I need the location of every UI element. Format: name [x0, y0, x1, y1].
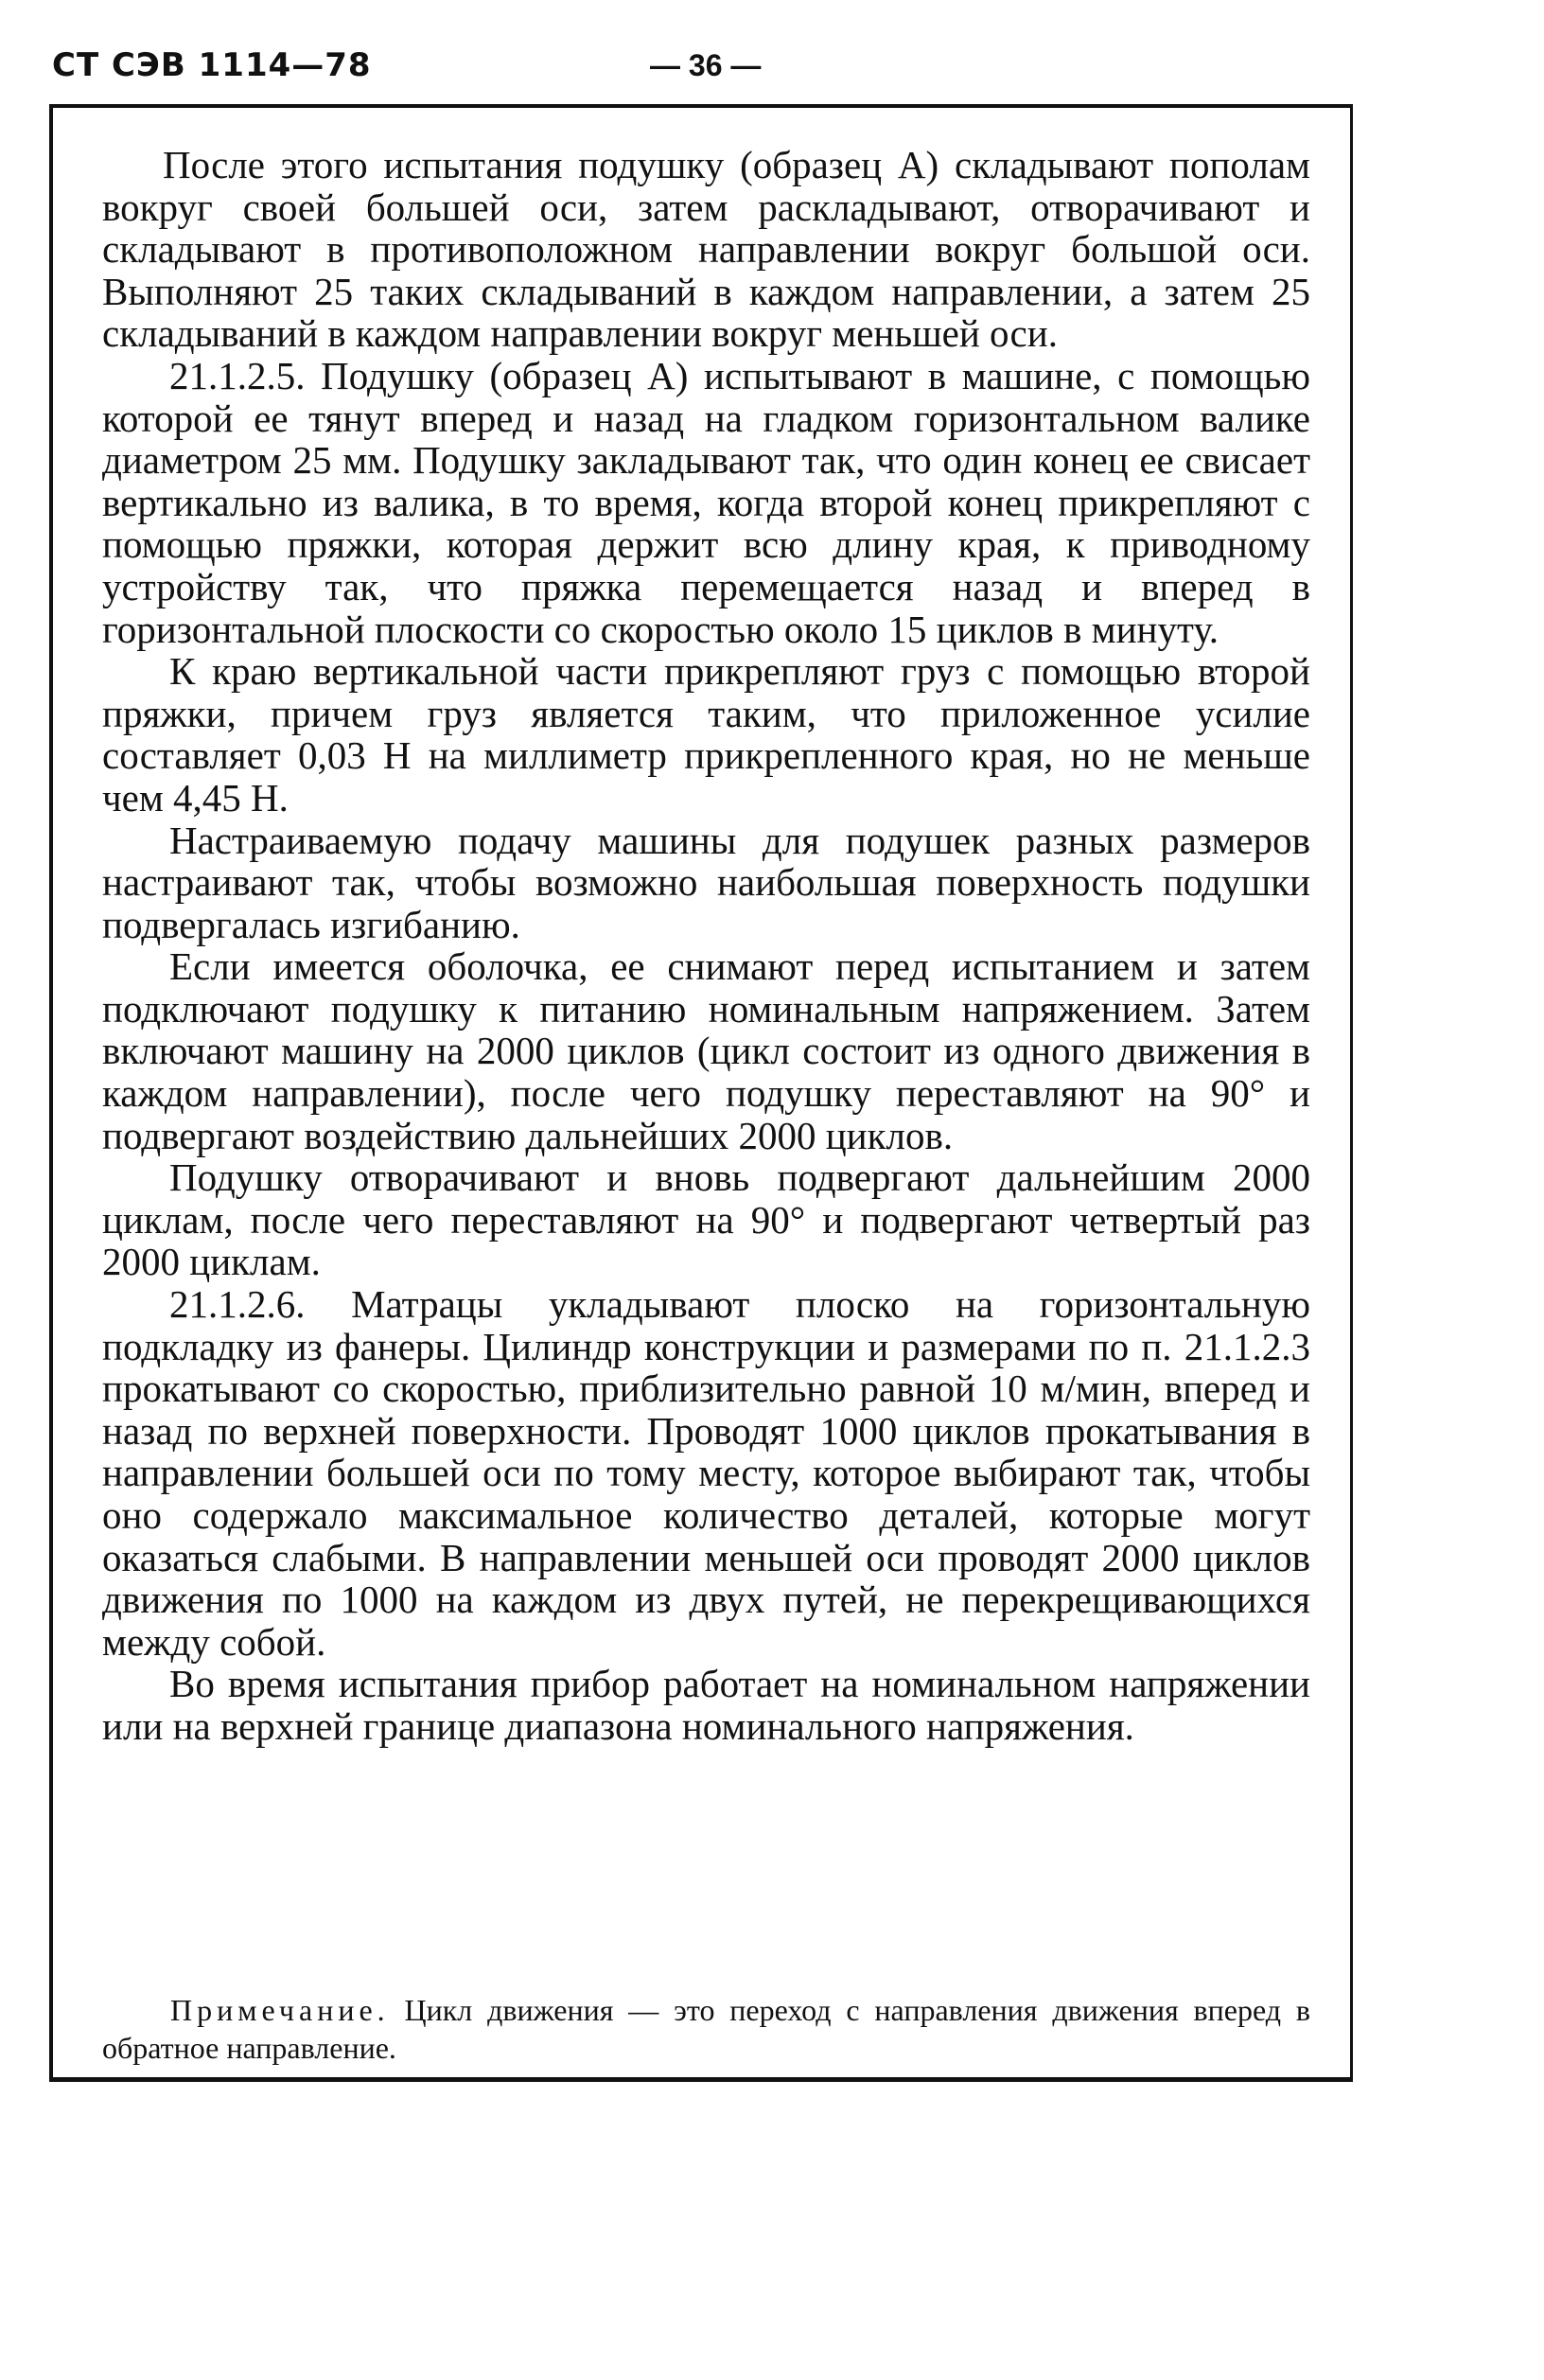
page-header: [52, 42, 809, 98]
body-text: [102, 144, 1310, 1748]
page-number: — 36 —: [650, 48, 762, 82]
document-code: СТ СЭВ 1114—78: [52, 46, 372, 84]
paragraph: 21.1.2.6. Матрацы укладывают плоско на горизонтальную подкладку из фанеры. Цилиндр конструкции и размерами по п. 21.1.2.3 прокатывают со скоростью, приблизительно равной 10 м/мин, вперед и назад по верхней поверхности. Проводят 1000 циклов прокатывания в направлении большей оси по тому месту, которое выбирают так, чтобы оно содержало максимальное количество деталей, которые могут оказаться слабыми. В направлении меньшей оси проводят 2000 циклов движения по 1000 на каждом из двух путей, не перекрещивающихся между собой.: [102, 1282, 1310, 1664]
paragraph: К краю вертикальной части прикрепляют груз с помощью второй пряжки, причем груз является таким, что приложенное усилие составляет 0,03 Н на миллиметр прикрепленного края, но не меньше чем 4,45 Н.: [102, 649, 1310, 820]
paragraph: Во время испытания прибор работает на номинальном напряжении или на верхней границе диапазона номинального напряжения.: [102, 1662, 1310, 1748]
paragraph: Настраиваемую подачу машины для подушек разных размеров настраивают так, чтобы возможно наибольшая поверхность подушки подвергалась изгибанию.: [102, 818, 1310, 946]
note: [102, 1991, 1310, 2067]
paragraph: Подушку отворачивают и вновь подвергают дальнейшим 2000 циклам, после чего переставляют на 90° и подвергают четвертый раз 2000 циклам.: [102, 1155, 1310, 1284]
paragraph: Если имеется оболочка, ее снимают перед испытанием и затем подключают подушку к питанию номинальным напряжением. Затем включают машину на 2000 циклов (цикл состоит из одного движения в каждом направлении), после чего подушку переставляют на 90° и подвергают воздействию дальнейших 2000 циклов.: [102, 944, 1310, 1157]
paragraph: 21.1.2.5. Подушку (образец А) испытывают в машине, с помощью которой ее тянут вперед и назад на гладком горизонтальном валике диаметром 25 мм. Подушку закладывают так, что один конец ее свисает вертикально из валика, в то время, когда второй конец прикрепляют с помощью пряжки, которая держит всю длину края, к приводному устройству так, что пряжка перемещается назад и вперед в горизонтальной плоскости со скоростью около 15 циклов в минуту.: [102, 353, 1310, 651]
note-text: Цикл движения — это переход с направления движения вперед в обратное направление.: [102, 1993, 1310, 2065]
note-label: Примечание.: [170, 1993, 390, 2027]
paragraph: После этого испытания подушку (образец А) складывают пополам вокруг своей большей оси, затем раскладывают, отворачивают и складывают в противоположном направлении вокруг большой оси. Выполняют 25 таких складываний в каждом направлении, а затем 25 складываний в каждом направлении вокруг меньшей оси.: [102, 143, 1310, 356]
